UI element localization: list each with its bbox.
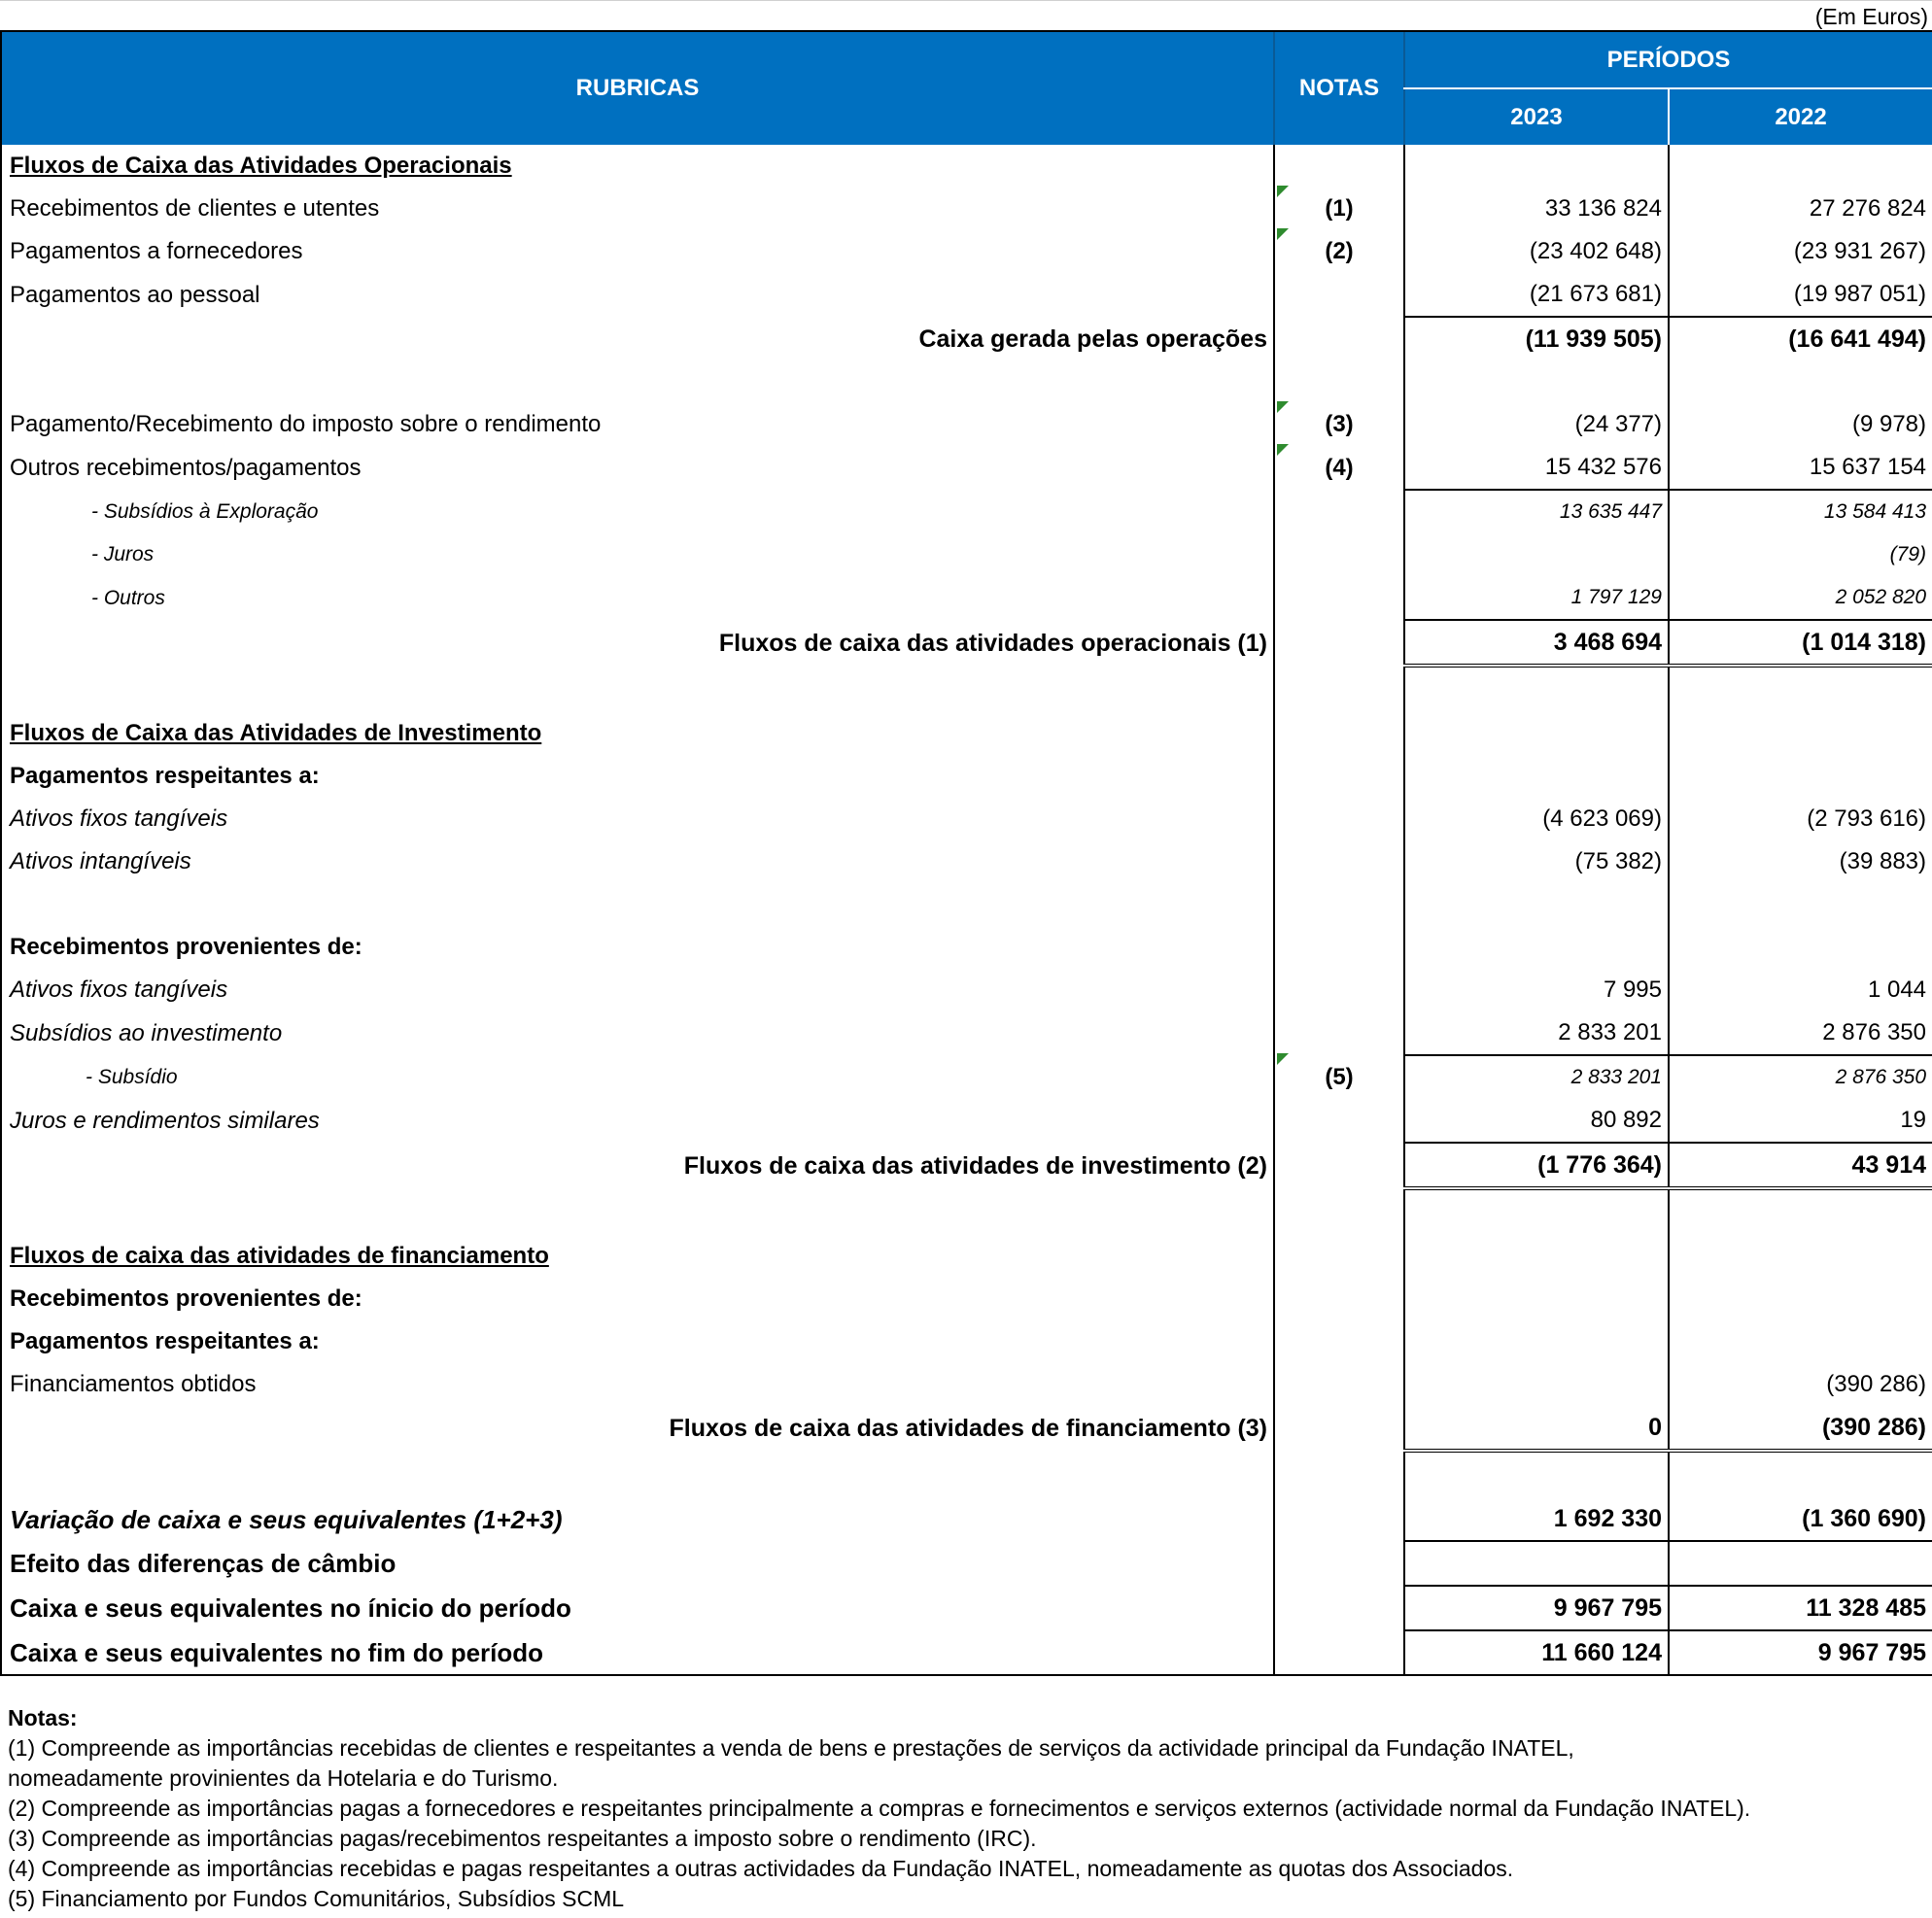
summary-row xyxy=(1,1541,1932,1586)
group-label: Recebimentos provenientes de: xyxy=(1,926,1274,969)
row-note: (4) xyxy=(1325,454,1354,481)
value-2022: (39 883) xyxy=(1669,840,1932,883)
value-2023: 1 797 129 xyxy=(1404,576,1669,620)
comment-flag-icon xyxy=(1277,401,1289,413)
value-2022: 2 876 350 xyxy=(1669,1011,1932,1055)
value-2022: 19 xyxy=(1669,1099,1932,1143)
value-2023: 0 xyxy=(1404,1406,1669,1451)
table-row xyxy=(1,1055,1932,1099)
col-header-rubricas: RUBRICAS xyxy=(1,31,1274,145)
table-row xyxy=(1,403,1932,446)
table-row xyxy=(1,576,1932,620)
value-2023: 2 833 201 xyxy=(1404,1011,1669,1055)
summary-label: Efeito das diferenças de câmbio xyxy=(1,1541,1274,1586)
footnote-line: (5) Financiamento por Fundos Comunitários, Subsídios SCML xyxy=(8,1886,625,1911)
value-2022: (1 014 318) xyxy=(1669,620,1932,666)
total-label: Fluxos de caixa das atividades de investimento (2) xyxy=(1,1143,1274,1188)
table-row xyxy=(1,969,1932,1011)
row-label: - Juros xyxy=(1,533,1274,576)
currency-unit-label: (Em Euros) xyxy=(1814,4,1928,29)
row-note: (1) xyxy=(1325,195,1354,222)
col-header-2022: 2022 xyxy=(1669,88,1932,145)
table-row xyxy=(1,1099,1932,1143)
comment-flag-icon xyxy=(1277,228,1289,240)
value-2023: (23 402 648) xyxy=(1404,230,1669,273)
value-2022: 11 328 485 xyxy=(1669,1586,1932,1630)
subtotal-row xyxy=(1,317,1932,360)
table-row xyxy=(1,840,1932,883)
row-label: Financiamentos obtidos xyxy=(1,1363,1274,1406)
section-title-row xyxy=(1,1235,1932,1278)
summary-row xyxy=(1,1630,1932,1675)
value-2022: (9 978) xyxy=(1669,403,1932,446)
row-label: - Subsídio xyxy=(1,1055,1274,1099)
total-row xyxy=(1,620,1932,666)
value-2023: (11 939 505) xyxy=(1404,317,1669,360)
footnote-line: nomeadamente provinientes da Hotelaria e do Turismo. xyxy=(8,1765,559,1791)
value-2022: (2 793 616) xyxy=(1669,798,1932,840)
section-title-row xyxy=(1,712,1932,755)
section-title-row xyxy=(1,145,1932,188)
table-row xyxy=(1,1011,1932,1055)
table-row xyxy=(1,273,1932,317)
value-2022: 2 876 350 xyxy=(1669,1055,1932,1099)
value-2023: 2 833 201 xyxy=(1404,1055,1669,1099)
col-header-2023: 2023 xyxy=(1404,88,1669,145)
total-label: Fluxos de caixa das atividades operacionais (1) xyxy=(1,620,1274,666)
group-label-row xyxy=(1,1278,1932,1320)
total-row xyxy=(1,1143,1932,1188)
total-row xyxy=(1,1406,1932,1451)
comment-flag-icon xyxy=(1277,444,1289,456)
summary-label: Caixa e seus equivalentes no fim do período xyxy=(1,1630,1274,1675)
value-2022: (19 987 051) xyxy=(1669,273,1932,317)
value-2023: 80 892 xyxy=(1404,1099,1669,1143)
value-2023 xyxy=(1404,1363,1669,1406)
table-row xyxy=(1,188,1932,230)
value-2022 xyxy=(1669,1541,1932,1586)
footnotes-title: Notas: xyxy=(8,1705,78,1730)
value-2022: 27 276 824 xyxy=(1669,188,1932,230)
group-label: Pagamentos respeitantes a: xyxy=(1,755,1274,798)
row-label: Pagamentos a fornecedores xyxy=(1,230,1274,273)
value-2022: (23 931 267) xyxy=(1669,230,1932,273)
section-title: Fluxos de caixa das atividades de financiamento xyxy=(1,1235,1274,1278)
summary-label: Caixa e seus equivalentes no ínicio do período xyxy=(1,1586,1274,1630)
value-2022: 15 637 154 xyxy=(1669,446,1932,490)
table-row xyxy=(1,1363,1932,1406)
group-label-row xyxy=(1,1320,1932,1363)
value-2022: (79) xyxy=(1669,533,1932,576)
summary-label: Variação de caixa e seus equivalentes (1+2+3) xyxy=(1,1497,1274,1541)
footnote-line: (4) Compreende as importâncias recebidas e pagas respeitantes a outras actividades da Fundação INATEL, nomeadamente as quotas dos Associados. xyxy=(8,1856,1514,1881)
value-2023: 13 635 447 xyxy=(1404,490,1669,533)
summary-row xyxy=(1,1586,1932,1630)
header-row xyxy=(1,31,1932,88)
value-2022: (1 360 690) xyxy=(1669,1497,1932,1541)
value-2023: 3 468 694 xyxy=(1404,620,1669,666)
value-2023: 33 136 824 xyxy=(1404,188,1669,230)
row-note: (3) xyxy=(1325,411,1354,437)
table-row xyxy=(1,490,1932,533)
group-label: Recebimentos provenientes de: xyxy=(1,1278,1274,1320)
footnotes xyxy=(8,1703,1927,1914)
row-label: Juros e rendimentos similares xyxy=(1,1099,1274,1143)
comment-flag-icon xyxy=(1277,1053,1289,1065)
row-label: Ativos intangíveis xyxy=(1,840,1274,883)
row-note: (2) xyxy=(1325,238,1354,264)
comment-flag-icon xyxy=(1277,186,1289,197)
group-label: Pagamentos respeitantes a: xyxy=(1,1320,1274,1363)
top-rule xyxy=(0,0,1932,1)
value-2022: (16 641 494) xyxy=(1669,317,1932,360)
row-label: Ativos fixos tangíveis xyxy=(1,798,1274,840)
value-2023: 1 692 330 xyxy=(1404,1497,1669,1541)
table-row xyxy=(1,446,1932,490)
row-label: Pagamento/Recebimento do imposto sobre o rendimento xyxy=(1,403,1274,446)
value-2023: (1 776 364) xyxy=(1404,1143,1669,1188)
footnote-line: (3) Compreende as importâncias pagas/recebimentos respeitantes a imposto sobre o rendimento (IRC). xyxy=(8,1826,1037,1851)
table-row xyxy=(1,230,1932,273)
section-title: Fluxos de Caixa das Atividades de Investimento xyxy=(1,712,1274,755)
total-label: Fluxos de caixa das atividades de financiamento (3) xyxy=(1,1406,1274,1451)
row-label: Subsídios ao investimento xyxy=(1,1011,1274,1055)
value-2023: 9 967 795 xyxy=(1404,1586,1669,1630)
value-2023: (4 623 069) xyxy=(1404,798,1669,840)
footnote-line: (2) Compreende as importâncias pagas a fornecedores e respeitantes principalmente a compras e fornecimentos e serviços externos (actividade normal da Fundação INATEL). xyxy=(8,1796,1751,1821)
value-2022: 9 967 795 xyxy=(1669,1630,1932,1675)
footnote-line: (1) Compreende as importâncias recebidas de clientes e respeitantes a venda de bens e prestações de serviços da actividade principal da Fundação INATEL, xyxy=(8,1735,1574,1761)
table-row xyxy=(1,533,1932,576)
value-2023: 7 995 xyxy=(1404,969,1669,1011)
row-note: (5) xyxy=(1325,1063,1354,1090)
value-2022: (390 286) xyxy=(1669,1363,1932,1406)
group-label-row xyxy=(1,755,1932,798)
group-label-row xyxy=(1,926,1932,969)
row-label: Outros recebimentos/pagamentos xyxy=(1,446,1274,490)
value-2023: (24 377) xyxy=(1404,403,1669,446)
value-2022: 2 052 820 xyxy=(1669,576,1932,620)
row-label: Ativos fixos tangíveis xyxy=(1,969,1274,1011)
value-2023: 11 660 124 xyxy=(1404,1630,1669,1675)
value-2023: (75 382) xyxy=(1404,840,1669,883)
row-label: Pagamentos ao pessoal xyxy=(1,273,1274,317)
value-2023: 15 432 576 xyxy=(1404,446,1669,490)
value-2022: (390 286) xyxy=(1669,1406,1932,1451)
value-2023: (21 673 681) xyxy=(1404,273,1669,317)
value-2022: 13 584 413 xyxy=(1669,490,1932,533)
summary-row xyxy=(1,1497,1932,1541)
cash-flow-table xyxy=(0,30,1932,1676)
table-row xyxy=(1,798,1932,840)
value-2022: 1 044 xyxy=(1669,969,1932,1011)
row-label: Recebimentos de clientes e utentes xyxy=(1,188,1274,230)
col-header-periodos: PERÍODOS xyxy=(1404,31,1932,88)
value-2022: 43 914 xyxy=(1669,1143,1932,1188)
value-2023 xyxy=(1404,533,1669,576)
section-title: Fluxos de Caixa das Atividades Operacionais xyxy=(1,145,1274,188)
subtotal-label: Caixa gerada pelas operações xyxy=(1,317,1274,360)
col-header-notas: NOTAS xyxy=(1274,31,1404,145)
row-label: - Subsídios à Exploração xyxy=(1,490,1274,533)
row-label: - Outros xyxy=(1,576,1274,620)
cash-flow-statement xyxy=(0,30,1932,1676)
value-2023 xyxy=(1404,1541,1669,1586)
